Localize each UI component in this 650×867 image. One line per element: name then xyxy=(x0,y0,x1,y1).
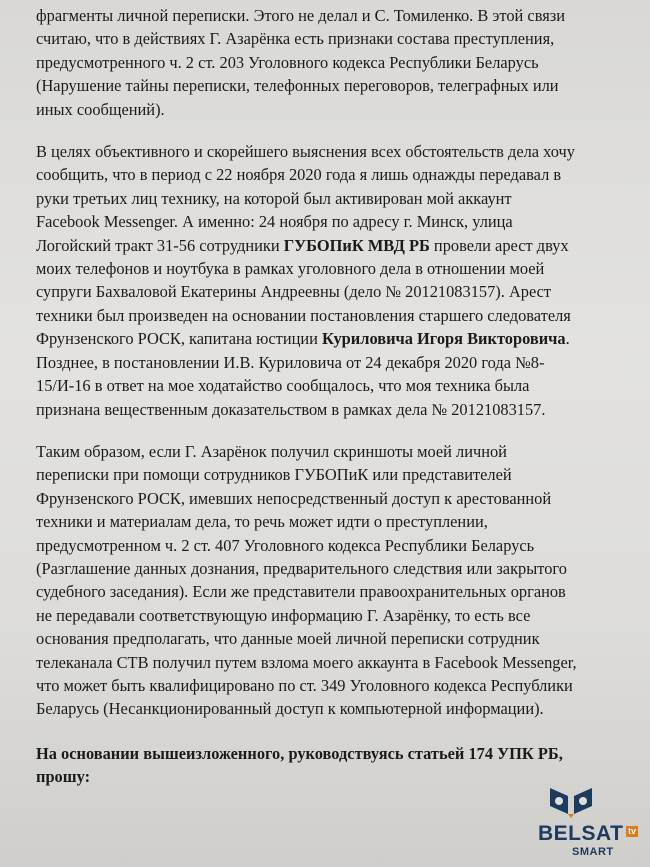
text-line: сообщить, что в период с 22 ноября 2020 года я лишь однажды передавал в xyxy=(36,165,562,185)
text-line: что может быть квалифицировано по ст. 349 Уголовного кодекса Республики xyxy=(36,675,573,695)
text-line-bold: прошу: xyxy=(36,767,91,787)
paragraph-2 xyxy=(36,140,630,421)
text-line: руки третьих лиц технику, на которой был активирован мой аккаунт xyxy=(36,188,512,208)
text-line xyxy=(36,234,630,257)
text-line: иных сообщений). xyxy=(36,99,165,119)
text-line: (Разглашение данных дознания, предварительного следствия или закрытого xyxy=(36,558,567,578)
text-line-bold: На основании вышеизложенного, руководствуясь статьей 174 УПК РБ, xyxy=(36,743,563,763)
text-line: переписки при помощи сотрудников ГУБОПиК или представителей xyxy=(36,465,512,485)
belsat-owl-icon xyxy=(546,784,596,820)
text-line: В целях объективного и скорейшего выяснения всех обстоятельств дела хочу xyxy=(36,142,575,162)
paragraph-1 xyxy=(36,4,630,121)
text-line: техники был произведен на основании постановления старшего следователя xyxy=(36,305,571,325)
text-segment: Фрунзенского РОСК, капитана юстиции xyxy=(36,329,323,349)
text-line: предусмотренного ч. 2 ст. 203 Уголовного кодекса Республики Беларусь xyxy=(36,52,539,72)
paragraph-3 xyxy=(36,440,630,721)
text-line: Фрунзенского РОСК, имевших непосредственный доступ к арестованной xyxy=(36,488,552,508)
text-line: признана вещественным доказательством в рамках дела № 20121083157. xyxy=(36,399,546,419)
text-line: основания предполагать, что данные моей личной переписки сотрудник xyxy=(36,629,540,649)
text-line: 15/И-16 в ответ на мое ходатайство сообщалось, что моя техника была xyxy=(36,376,530,396)
text-line: телеканала СТВ получил путем взлома моего аккаунта в Facebook Messenger, xyxy=(36,652,577,672)
text-segment: провели арест двух xyxy=(429,235,569,255)
text-line: фрагменты личной переписки. Этого не делал и С. Томиленко. В этой связи xyxy=(36,6,565,25)
text-line: не передавали соответствующую информацию Г. Азарёнку, то есть все xyxy=(36,605,531,625)
text-line: судебного заседания). Если же представители правоохранительных органов xyxy=(36,582,566,602)
text-segment: . xyxy=(565,329,570,349)
belsat-tv-badge: tv xyxy=(628,826,637,836)
belsat-smart-text: SMART xyxy=(572,846,614,858)
text-line: Таким образом, если Г. Азарёнок получил скриншоты моей личной xyxy=(36,441,507,461)
text-line: Позднее, в постановлении И.В. Куриловича от 24 декабря 2020 года №8- xyxy=(36,352,545,372)
text-line: считаю, что в действиях Г. Азарёнка есть признаки состава преступления, xyxy=(36,29,555,49)
text-line: супруги Бахваловой Екатерины Андреевны (дело № 20121083157). Арест xyxy=(36,282,552,302)
text-line: (Нарушение тайны переписки, телефонных переговоров, телеграфных или xyxy=(36,76,559,96)
text-line: моих телефонов и ноутбука в рамках уголовного дела в отношении моей xyxy=(36,259,545,279)
person-name-bold: Куриловича Игоря Викторовича xyxy=(322,329,566,349)
text-line: техники и материалам дела, то речь может идти о преступлении, xyxy=(36,512,488,532)
text-line: Facebook Messenger. А именно: 24 ноября по адресу г. Минск, улица xyxy=(36,212,513,232)
text-line: предусмотренном ч. 2 ст. 407 Уголовного кодекса Республики Беларусь xyxy=(36,535,535,555)
belsat-watermark xyxy=(538,782,648,864)
text-line: Беларусь (Несанкционированный доступ к компьютерной информации). xyxy=(36,699,544,719)
text-line xyxy=(36,327,630,350)
text-segment: Логойский тракт 31-56 сотрудники xyxy=(36,235,284,255)
belsat-brand-text: BELSAT xyxy=(538,822,624,845)
agency-name-bold: ГУБОПиК МВД РБ xyxy=(283,235,430,255)
